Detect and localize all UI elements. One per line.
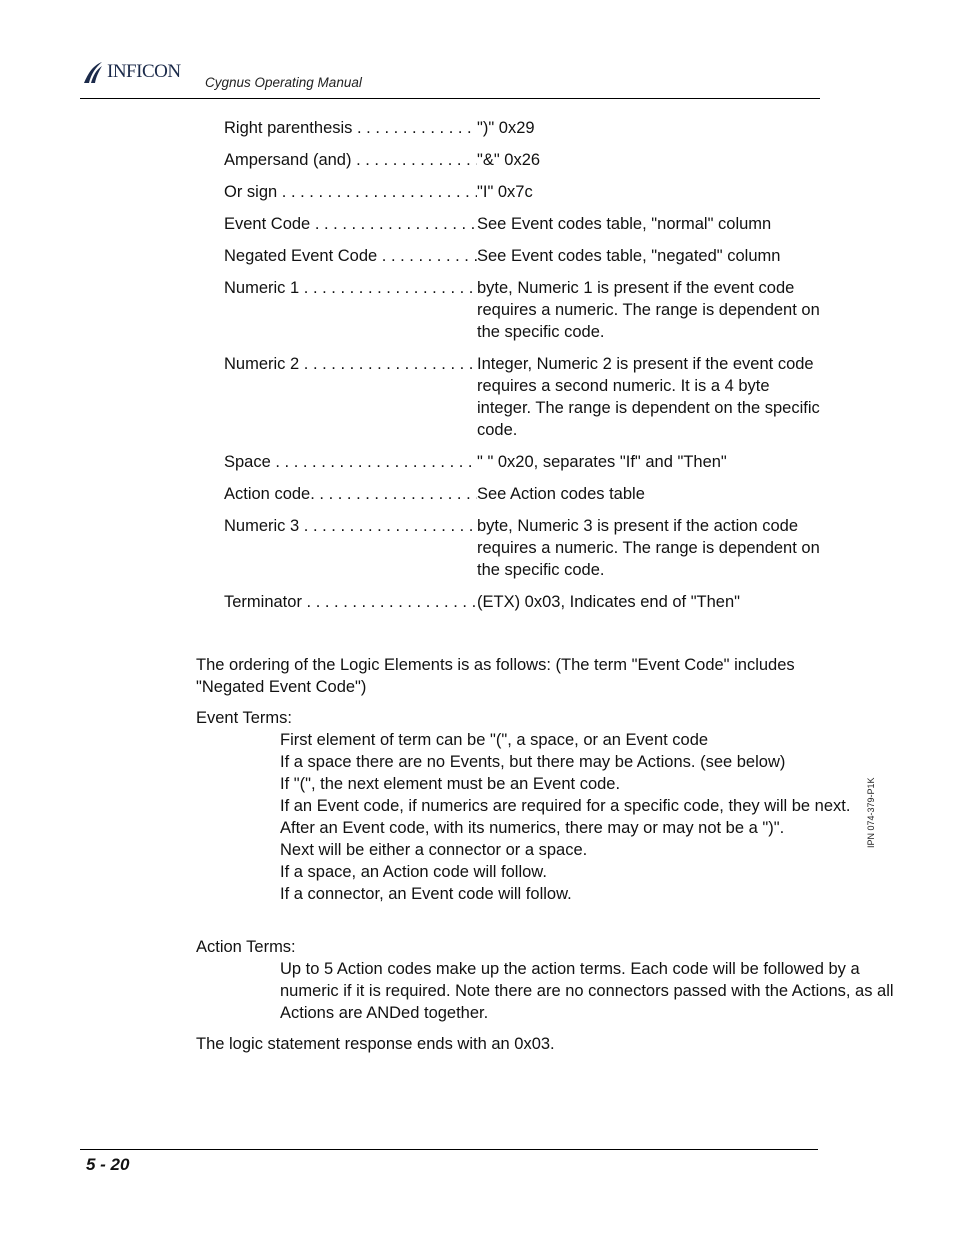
footer-rule [80,1149,818,1150]
definition-term: Numeric 1 . . . [224,277,477,343]
definition-term: Action code. . . . [224,483,477,505]
definition-term: Or sign . . . [224,181,477,203]
definition-row [224,181,824,203]
ipn-label: IPN 074-379-P1K [866,777,876,848]
definition-value: See Event codes table, "negated" column [477,247,781,265]
definition-term: Terminator . . . [224,591,477,613]
event-terms-line: After an Event code, with its numerics, there may or may not be a ")". [280,819,785,837]
event-terms-line: If a space, an Action code will follow. [280,863,547,881]
event-terms-line: Next will be either a connector or a space. [280,841,588,859]
header-rule [80,98,820,99]
logo-text: INFICON [107,61,181,82]
definition-row [224,213,824,235]
definition-value: (ETX) 0x03, Indicates end of "Then" [477,593,741,611]
event-terms-line: If an Event code, if numerics are required for a specific code, they will be next. [280,797,851,815]
action-terms-text: Up to 5 Action codes make up the action terms. Each code will be followed by a numeric if it is required. Note there are no connectors passed with the Actions, as all Actions are ANDed together. [280,960,894,1022]
definition-value: Integer, Numeric 2 is present if the event code requires a second numeric. It is a 4 byte integer. The range is dependent on the specific code. [477,355,820,439]
definition-term: Event Code . . . [224,213,477,235]
definition-row [224,451,824,473]
definition-list [224,117,824,623]
event-terms-line: If a connector, an Event code will follow. [280,885,572,903]
definition-row [224,117,824,139]
definition-value: "&" 0x26 [477,151,541,169]
definition-row [224,353,824,441]
definition-value: ")" 0x29 [477,119,535,137]
inficon-logo-icon [82,60,104,84]
definition-term: Numeric 3 . . . [224,515,477,581]
action-terms-label: Action Terms: [196,938,296,956]
definition-value: "I" 0x7c [477,183,533,201]
definition-row [224,245,824,267]
definition-term: Space . . . [224,451,477,473]
definition-value: byte, Numeric 3 is present if the action code requires a numeric. The range is dependent on the specific code. [477,517,820,579]
definition-term: Numeric 2 . . . [224,353,477,441]
event-terms-line: First element of term can be "(", a space, or an Event code [280,731,709,749]
definition-value: See Action codes table [477,485,645,503]
definition-term: Negated Event Code . . . [224,245,477,267]
event-terms-line: If a space there are no Events, but there may be Actions. (see below) [280,753,786,771]
definition-row [224,483,824,505]
definition-row [224,277,824,343]
manual-title: Cygnus Operating Manual [205,75,362,90]
event-terms-list [196,729,905,905]
definition-row [224,591,824,613]
definition-row [224,515,824,581]
definition-term: Right parenthesis . . . [224,117,477,139]
event-terms-line: If "(", the next element must be an Event code. [280,775,621,793]
intro-paragraph: The ordering of the Logic Elements is as follows: (The term "Event Code" includes "Negated Event Code") [196,656,795,696]
closing-paragraph: The logic statement response ends with an 0x03. [196,1035,555,1053]
event-terms-label: Event Terms: [196,709,292,727]
definition-row [224,149,824,171]
definition-term: Ampersand (and) . . . [224,149,477,171]
definition-value: See Event codes table, "normal" column [477,215,772,233]
inficon-logo [82,60,181,84]
definition-value: " " 0x20, separates "If" and "Then" [477,453,727,471]
definition-value: byte, Numeric 1 is present if the event code requires a numeric. The range is dependent on the specific code. [477,279,820,341]
page-number: 5 - 20 [86,1155,130,1174]
